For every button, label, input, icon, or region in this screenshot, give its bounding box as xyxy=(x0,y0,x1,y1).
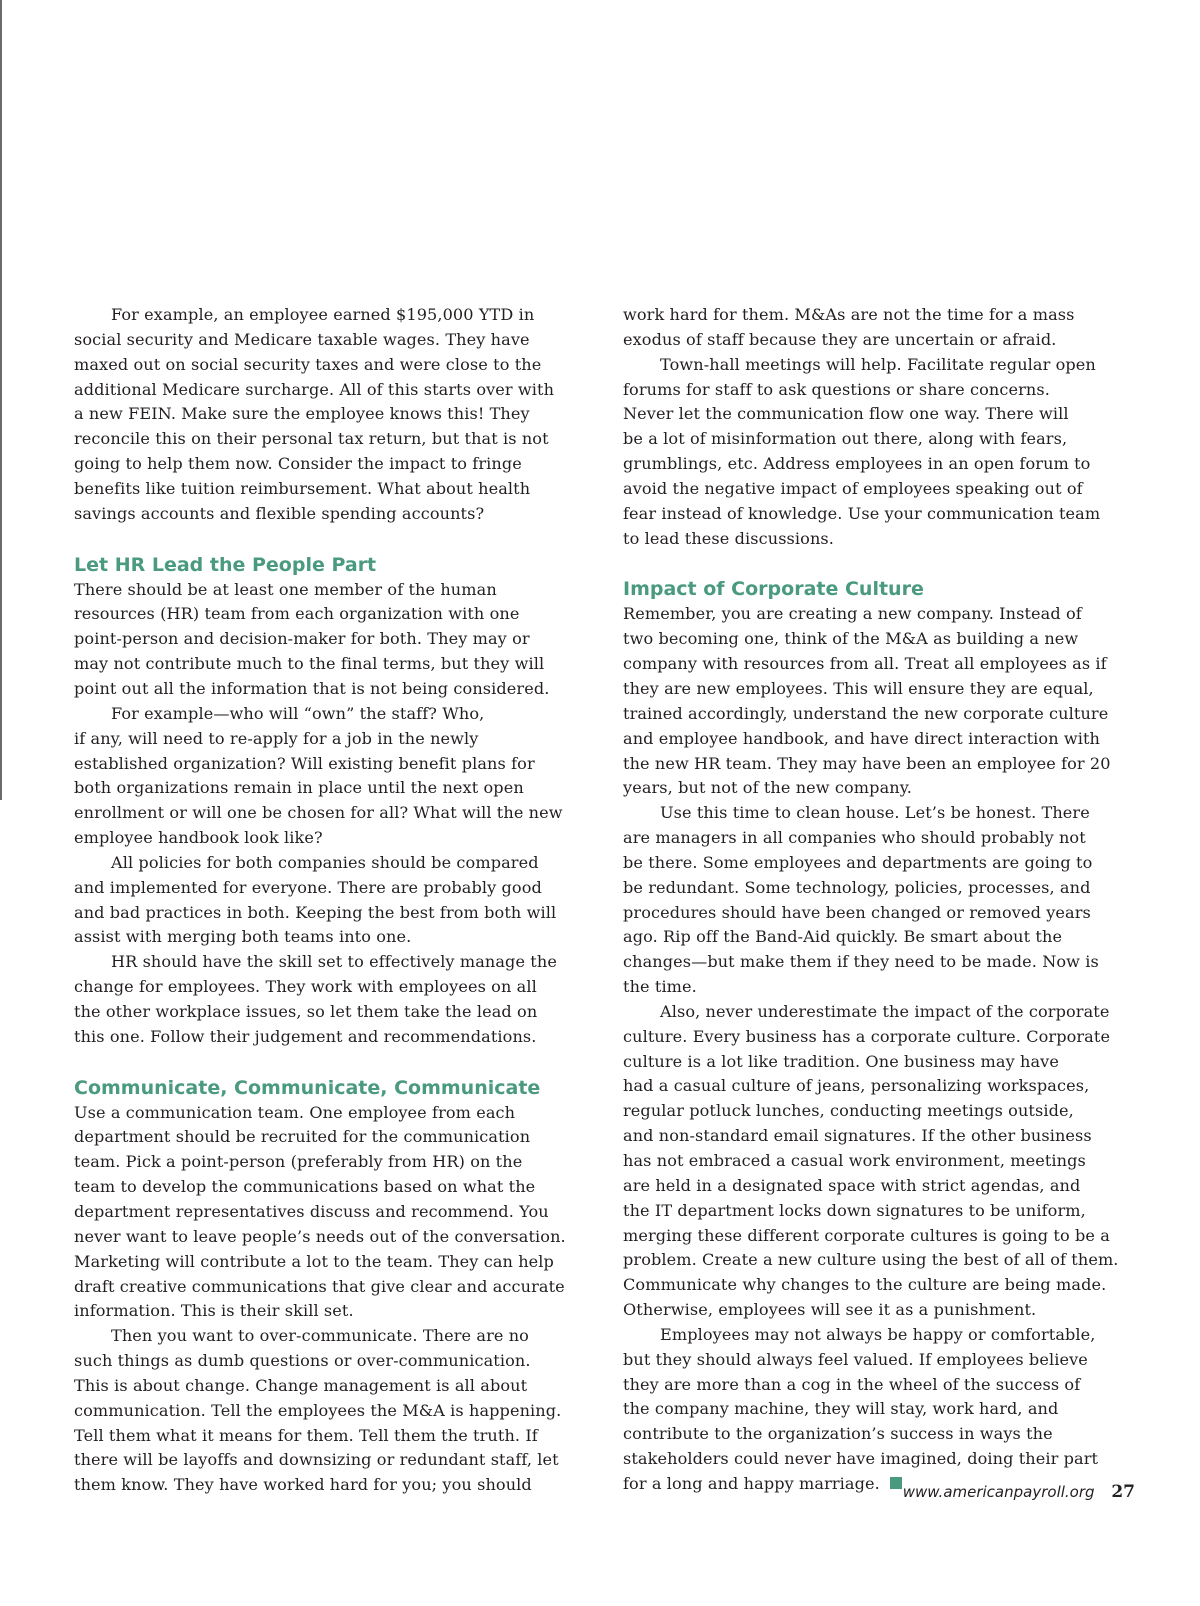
footer-url: www.americanpayroll.org xyxy=(902,1483,1095,1501)
body-paragraph: All policies for both companies should be compared and implemented for everyone. There are probably good and bad practices in both. Keeping the best from both will assist with merging both teams into one. xyxy=(74,852,557,947)
final-paragraph-text: Employees may not always be happy or comfortable, but they should always feel valued. If employees believe they are more than a cog in the wheel of the success of the company machine, they will stay, work hard, and contribute to the organization’s success in ways the stakeholders could never have imagined, doing their part for a long and happy marriage. xyxy=(623,1324,1099,1493)
body-paragraph: work hard for them. M&As are not the time for a mass exodus of staff because they are uncertain or afraid. xyxy=(623,305,1075,349)
right-column xyxy=(623,303,1153,1497)
body-paragraph: Use a communication team. One employee from each department should be recruited for the communication team. Pick a point-person (preferably from HR) on the team to develop the communications based on what the department representatives discuss and recommend. You never want to leave people’s needs out of the conversation. Marketing will contribute a lot to the team. They can help draft creative communications that give clear and accurate information. This is their skill set. xyxy=(74,1102,566,1321)
section-heading-corporate-culture: Impact of Corporate Culture xyxy=(623,578,924,601)
page-number: 27 xyxy=(1111,1482,1135,1502)
body-paragraph: Then you want to over-communicate. There are no such things as dumb questions or over-communication. This is about change. Change management is all about communication. Tell the employees the M&A is happening. Tell them what it means for them. Tell them the truth. If there will be layoffs and downsizing or redundant staff, let them know. They have worked hard for you; you should xyxy=(74,1326,562,1495)
page-edge-line xyxy=(0,0,2,800)
section-heading-hr-lead: Let HR Lead the People Part xyxy=(74,553,377,576)
end-mark-square-icon xyxy=(890,1477,902,1489)
body-paragraph: Also, never underestimate the impact of the corporate culture. Every business has a corporate culture. Corporate culture is a lot like tradition. One business may have had a casual culture of jeans, personalizing workspaces, regular potluck lunches, conducting meetings outside, and non-standard email signatures. If the other business has not embraced a casual work environment, meetings are held in a designated space with strict agendas, and the IT department locks down signatures to be uniform, merging these different corporate cultures is going to be a problem. Create a new culture using the best of all of them. Communicate why changes to the culture are being made. Otherwise, employees will see it as a punishment. xyxy=(623,1001,1119,1320)
body-paragraph: Remember, you are creating a new company. Instead of two becoming one, think of the M&A as building a new company with resources from all. Treat all employees as if they are new employees. This will ensure they are equal, trained accordingly, understand the new corporate culture and employee handbook, and have direct interaction with the new HR team. They may have been an employee for 20 years, but not of the new company. xyxy=(623,604,1111,798)
body-paragraph: For example—who will “own” the staff? Who, if any, will need to re-apply for a job in the newly established organization? Will existing benefit plans for both organizations remain in place until the next open enrollment or will one be chosen for all? What will the new employee handbook look like? xyxy=(74,703,563,848)
body-paragraph: Town-hall meetings will help. Facilitate regular open forums for staff to ask questions or share concerns. Never let the communication flow one way. There will be a lot of misinformation out there, along with fears, grumblings, etc. Address employees in an open forum to avoid the negative impact of employees speaking out of fear instead of knowledge. Use your communication team to lead these discussions. xyxy=(623,354,1101,548)
body-paragraph: There should be at least one member of the human resources (HR) team from each organization with one point-person and decision-maker for both. They may or may not contribute much to the final terms, but they will point out all the information that is not being considered. xyxy=(74,579,550,698)
page-footer xyxy=(903,1482,1135,1502)
body-paragraph: For example, an employee earned $195,000 YTD in social security and Medicare taxable wages. They have maxed out on social security taxes and were close to the additional Medicare surcharge. All of this starts over with a new FEIN. Make sure the employee knows this! They reconcile this on their personal tax return, but that is not going to help them now. Consider the impact to fringe benefits like tuition reimbursement. What about health savings accounts and flexible spending accounts? xyxy=(74,305,555,523)
body-paragraph: HR should have the skill set to effectively manage the change for employees. They work with employees on all the other workplace issues, so let them take the lead on this one. Follow their judgement and recommendations. xyxy=(74,952,557,1046)
body-paragraph: Use this time to clean house. Let’s be honest. There are managers in all companies who should probably not be there. Some employees and departments are going to be redundant. Some technology, policies, processes, and procedures should have been changed or removed years ago. Rip off the Band-Aid quickly. Be smart about the changes—but make them if they need to be made. Now is the time. xyxy=(623,803,1099,997)
left-column xyxy=(74,303,590,1498)
final-paragraph xyxy=(623,1323,1153,1497)
section-heading-communicate: Communicate, Communicate, Communicate xyxy=(74,1076,541,1099)
